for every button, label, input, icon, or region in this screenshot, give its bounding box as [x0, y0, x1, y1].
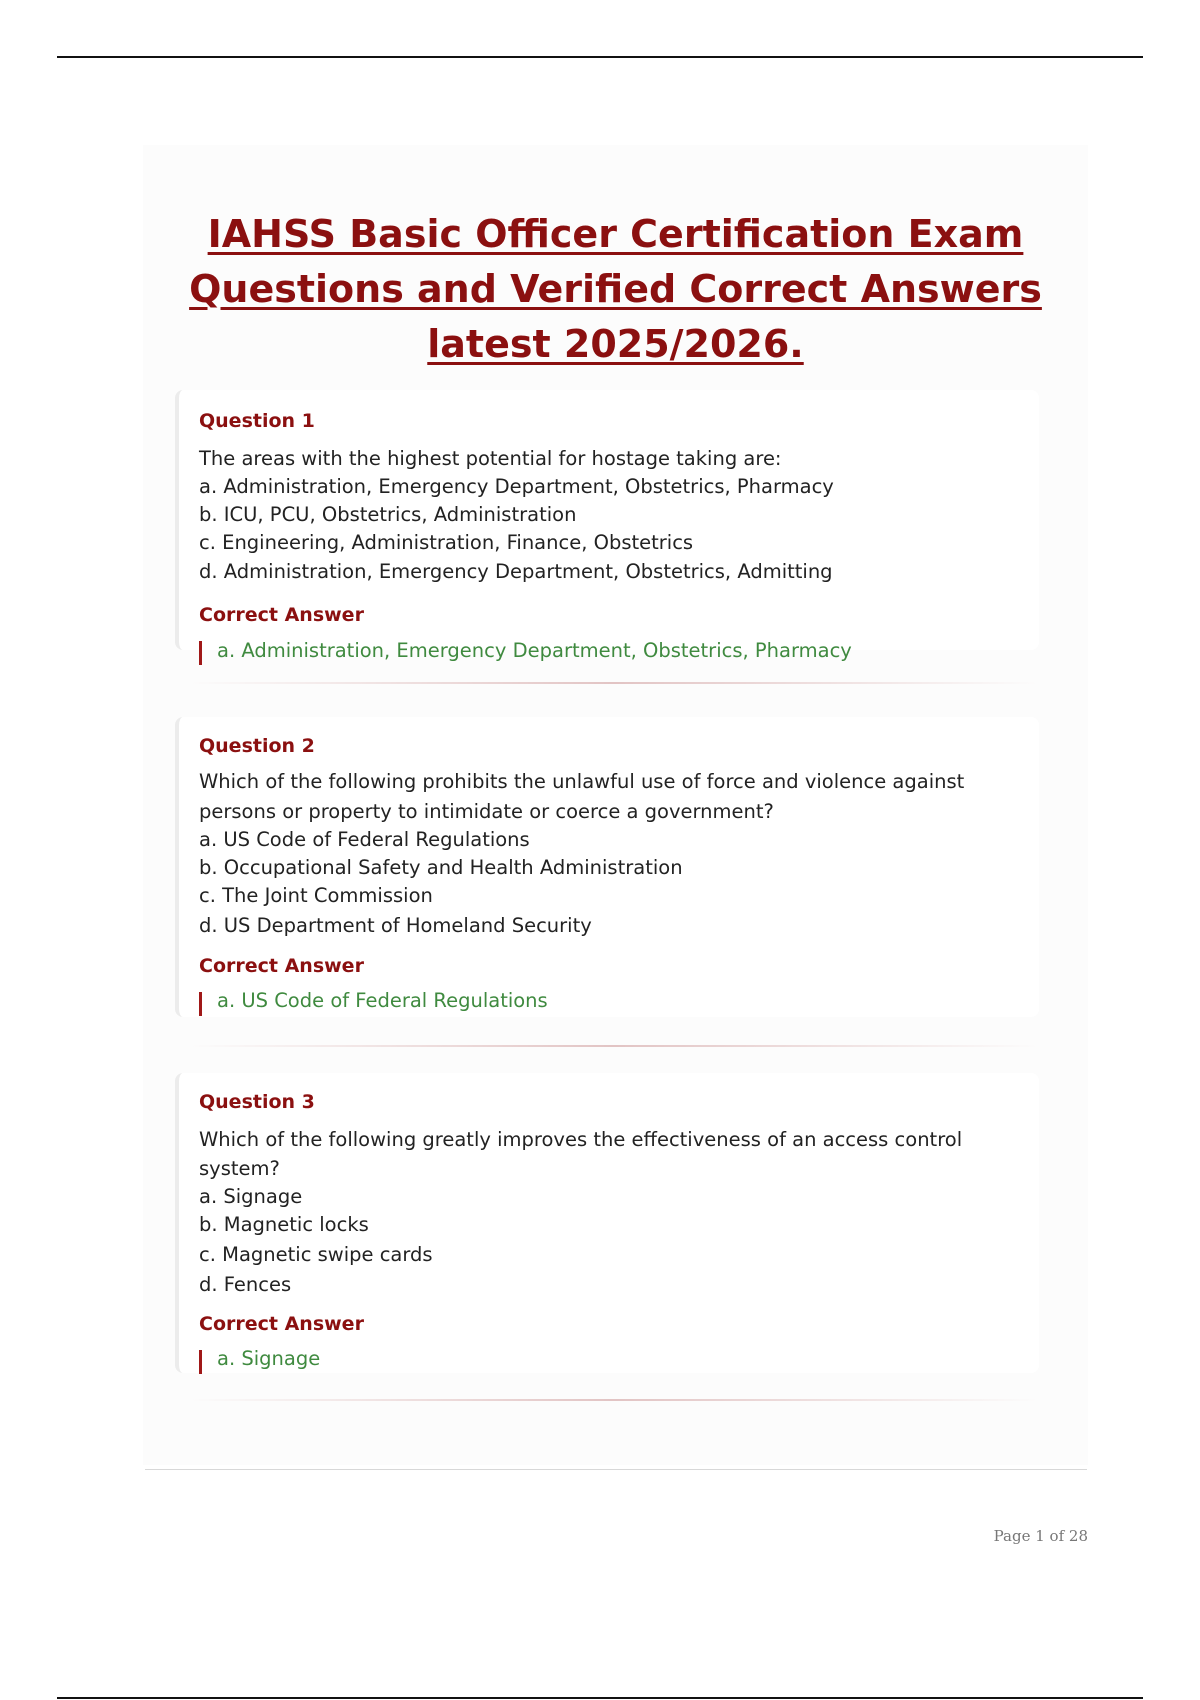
correct-answer-label: Correct Answer — [199, 955, 364, 977]
question-card-1 — [175, 390, 1039, 662]
answer-marker — [199, 1350, 202, 1374]
answer-marker — [199, 992, 202, 1016]
correct-answer-label: Correct Answer — [199, 604, 364, 626]
answer-marker — [199, 641, 202, 665]
correct-answer-text: a. Administration, Emergency Department, Obstetrics, Pharmacy — [217, 639, 852, 662]
question-text-line-1: Which of the following greatly improves the effectiveness of an access control — [199, 1128, 963, 1151]
option-c: c. Engineering, Administration, Finance, Obstetrics — [199, 531, 694, 554]
card-divider — [189, 682, 1039, 684]
footer-rule — [145, 1469, 1087, 1470]
title-line-3: latest 2025/2026. — [427, 322, 804, 366]
question-text-line-1: Which of the following prohibits the unlawful use of force and violence against — [199, 770, 965, 793]
option-d: d. US Department of Homeland Security — [199, 914, 592, 937]
option-b: b. ICU, PCU, Obstetrics, Administration — [199, 503, 577, 526]
correct-answer-text: a. Signage — [217, 1347, 321, 1370]
correct-answer-label: Correct Answer — [199, 1313, 364, 1335]
title-line-2: Questions and Verified Correct Answers — [189, 267, 1042, 311]
page-number: Page 1 of 28 — [993, 1527, 1088, 1545]
card-divider — [189, 1045, 1039, 1047]
option-b: b. Magnetic locks — [199, 1213, 369, 1236]
top-rule — [57, 56, 1143, 58]
question-card-2 — [175, 717, 1039, 1017]
option-c: c. The Joint Commission — [199, 884, 433, 907]
option-a: a. US Code of Federal Regulations — [199, 828, 530, 851]
option-c: c. Magnetic swipe cards — [199, 1243, 433, 1266]
correct-answer-text: a. US Code of Federal Regulations — [217, 989, 548, 1012]
question-label: Question 2 — [199, 735, 315, 757]
bottom-rule — [57, 1697, 1143, 1699]
question-text-line-2: system? — [199, 1157, 280, 1180]
document-title — [143, 207, 1088, 372]
question-text: The areas with the highest potential for hostage taking are: — [199, 447, 782, 470]
question-label: Question 3 — [199, 1091, 315, 1113]
title-line-1: IAHSS Basic Officer Certification Exam — [207, 212, 1024, 256]
option-a: a. Administration, Emergency Department, Obstetrics, Pharmacy — [199, 475, 834, 498]
option-d: d. Fences — [199, 1273, 292, 1296]
document-page — [143, 145, 1088, 1465]
question-text-line-2: persons or property to intimidate or coerce a government? — [199, 800, 774, 823]
option-a: a. Signage — [199, 1185, 303, 1208]
option-b: b. Occupational Safety and Health Administration — [199, 856, 683, 879]
option-d: d. Administration, Emergency Department, Obstetrics, Admitting — [199, 560, 833, 583]
question-card-3 — [175, 1073, 1039, 1373]
question-label: Question 1 — [199, 410, 315, 432]
card-divider — [189, 1399, 1039, 1401]
